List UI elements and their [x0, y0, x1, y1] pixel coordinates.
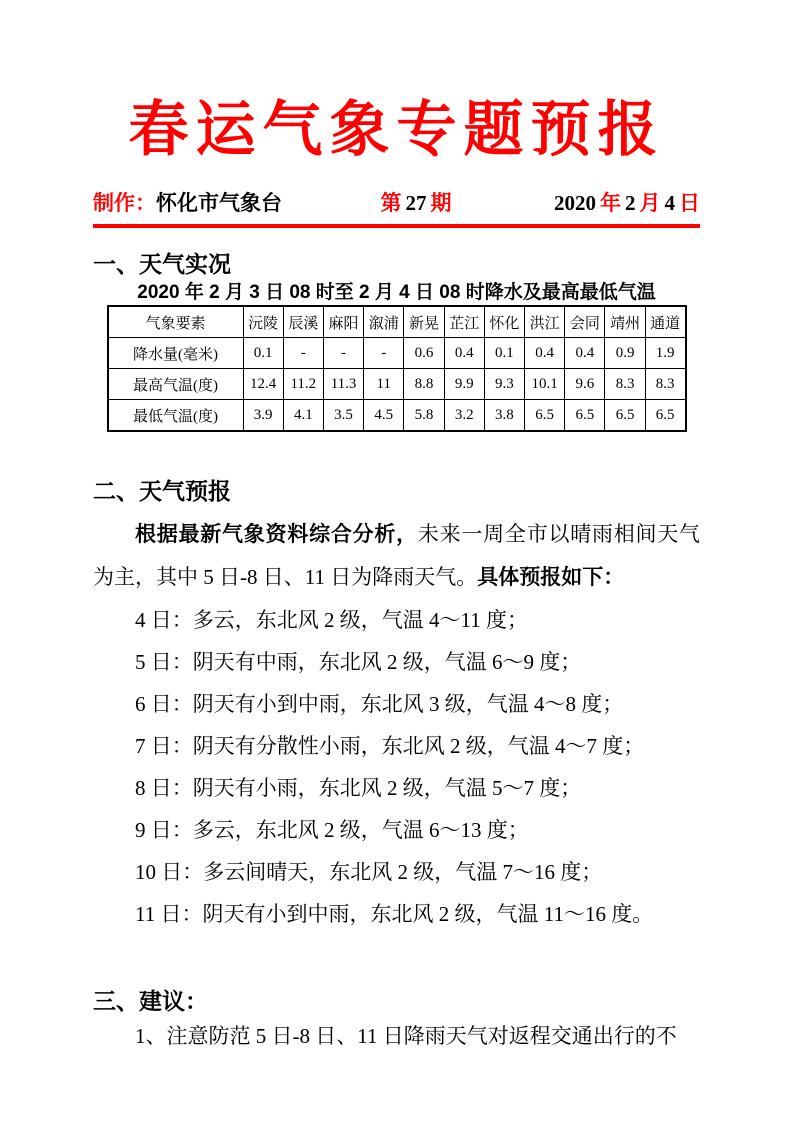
column-header: 新晃 — [404, 306, 444, 338]
forecast-intro-lead: 根据最新气象资料综合分析， — [135, 523, 418, 546]
forecast-intro-body: 未来一周全市以晴雨相间天气为主，其中 5 日-8 日、11 日为降雨天气。 — [93, 522, 701, 589]
cell-value: 3.5 — [323, 400, 363, 432]
cell-value: - — [364, 338, 404, 369]
cell-value: 11 — [364, 369, 404, 400]
date-day-unit: 日 — [679, 191, 700, 215]
table-row-min-temp — [108, 400, 686, 432]
masthead-row — [93, 190, 700, 216]
cell-value: 9.9 — [444, 369, 484, 400]
forecast-day-9: 9 日：多云，东北风 2 级，气温 6～13 度； — [135, 818, 529, 842]
issue-value: 27 — [405, 191, 427, 215]
issue-prefix: 第 — [380, 191, 402, 215]
column-header: 气象要素 — [108, 306, 244, 338]
cell-value: 4.1 — [283, 400, 323, 432]
section-heading-advice: 三、建议： — [93, 988, 208, 1014]
cell-value: 11.2 — [283, 369, 323, 400]
header-divider — [93, 224, 700, 228]
issue-suffix: 期 — [430, 191, 452, 215]
weather-table-caption: 2020 年 2 月 3 日 08 时至 2 月 4 日 08 时降水及最高最低气温 — [137, 282, 656, 303]
cell-value: 6.5 — [645, 400, 685, 432]
column-header: 洪江 — [525, 306, 565, 338]
forecast-intro-tail: 具体预报如下： — [477, 566, 625, 589]
page-title: 春运气象专题预报 — [128, 97, 665, 163]
forecast-day-11: 11 日：阴天有小到中雨，东北风 2 级，气温 11～16 度。 — [135, 902, 654, 926]
cell-value: 8.3 — [645, 369, 685, 400]
column-header: 辰溪 — [283, 306, 323, 338]
date-day: 4 — [664, 191, 675, 215]
column-header: 芷江 — [444, 306, 484, 338]
forecast-day-8: 8 日：阴天有小雨，东北风 2 级，气温 5～7 度； — [135, 776, 582, 800]
forecast-day-10: 10 日：多云间晴天，东北风 2 级，气温 7～16 度； — [135, 860, 603, 884]
cell-value: - — [323, 338, 363, 369]
producer-name: 怀化市气象台 — [156, 191, 282, 215]
row-label: 降水量(毫米) — [108, 338, 244, 369]
column-header: 溆浦 — [364, 306, 404, 338]
weather-table-header-row — [108, 306, 686, 338]
cell-value: 4.5 — [364, 400, 404, 432]
column-header: 靖州 — [605, 306, 645, 338]
cell-value: 1.9 — [645, 338, 685, 369]
forecast-day-7: 7 日：阴天有分散性小雨，东北风 2 级，气温 4～7 度； — [135, 734, 645, 758]
date-year-unit: 年 — [600, 191, 621, 215]
row-label: 最低气温(度) — [108, 400, 244, 432]
forecast-day-6: 6 日：阴天有小到中雨，东北风 3 级，气温 4～8 度； — [135, 692, 624, 716]
cell-value: 3.9 — [243, 400, 283, 432]
table-row-precipitation — [108, 338, 686, 369]
date-month: 2 — [625, 191, 636, 215]
cell-value: 10.1 — [525, 369, 565, 400]
column-header: 会同 — [565, 306, 605, 338]
cell-value: 0.9 — [605, 338, 645, 369]
cell-value: 0.4 — [444, 338, 484, 369]
table-row-max-temp — [108, 369, 686, 400]
cell-value: 6.5 — [565, 400, 605, 432]
forecast-day-5: 5 日：阴天有中雨，东北风 2 级，气温 6～9 度； — [135, 650, 582, 674]
cell-value: 9.3 — [484, 369, 524, 400]
cell-value: 0.4 — [525, 338, 565, 369]
cell-value: 11.3 — [323, 369, 363, 400]
cell-value: 3.8 — [484, 400, 524, 432]
cell-value: 0.1 — [243, 338, 283, 369]
column-header: 沅陵 — [243, 306, 283, 338]
date-month-unit: 月 — [639, 191, 661, 215]
cell-value: 5.8 — [404, 400, 444, 432]
forecast-day-4: 4 日：多云，东北风 2 级，气温 4～11 度； — [135, 608, 528, 632]
column-header: 通道 — [645, 306, 685, 338]
cell-value: 8.8 — [404, 369, 444, 400]
cell-value: 6.5 — [605, 400, 645, 432]
forecast-intro-paragraph — [93, 513, 700, 599]
weather-table — [107, 305, 687, 432]
advice-item-1: 1、注意防范 5 日-8 日、11 日降雨天气对返程交通出行的不 — [135, 1024, 677, 1048]
cell-value: 0.4 — [565, 338, 605, 369]
cell-value: 8.3 — [605, 369, 645, 400]
issue-date — [550, 190, 700, 216]
column-header: 麻阳 — [323, 306, 363, 338]
producer — [93, 190, 282, 216]
cell-value: - — [283, 338, 323, 369]
cell-value: 12.4 — [243, 369, 283, 400]
cell-value: 3.2 — [444, 400, 484, 432]
section-heading-weather-actual: 一、天气实况 — [93, 251, 231, 277]
cell-value: 9.6 — [565, 369, 605, 400]
producer-label: 制作： — [93, 191, 156, 215]
issue-number — [381, 190, 452, 216]
row-label: 最高气温(度) — [108, 369, 244, 400]
section-heading-weather-forecast: 二、天气预报 — [93, 478, 231, 504]
cell-value: 0.6 — [404, 338, 444, 369]
column-header: 怀化 — [484, 306, 524, 338]
cell-value: 0.1 — [484, 338, 524, 369]
date-year: 2020 — [554, 191, 596, 215]
cell-value: 6.5 — [525, 400, 565, 432]
